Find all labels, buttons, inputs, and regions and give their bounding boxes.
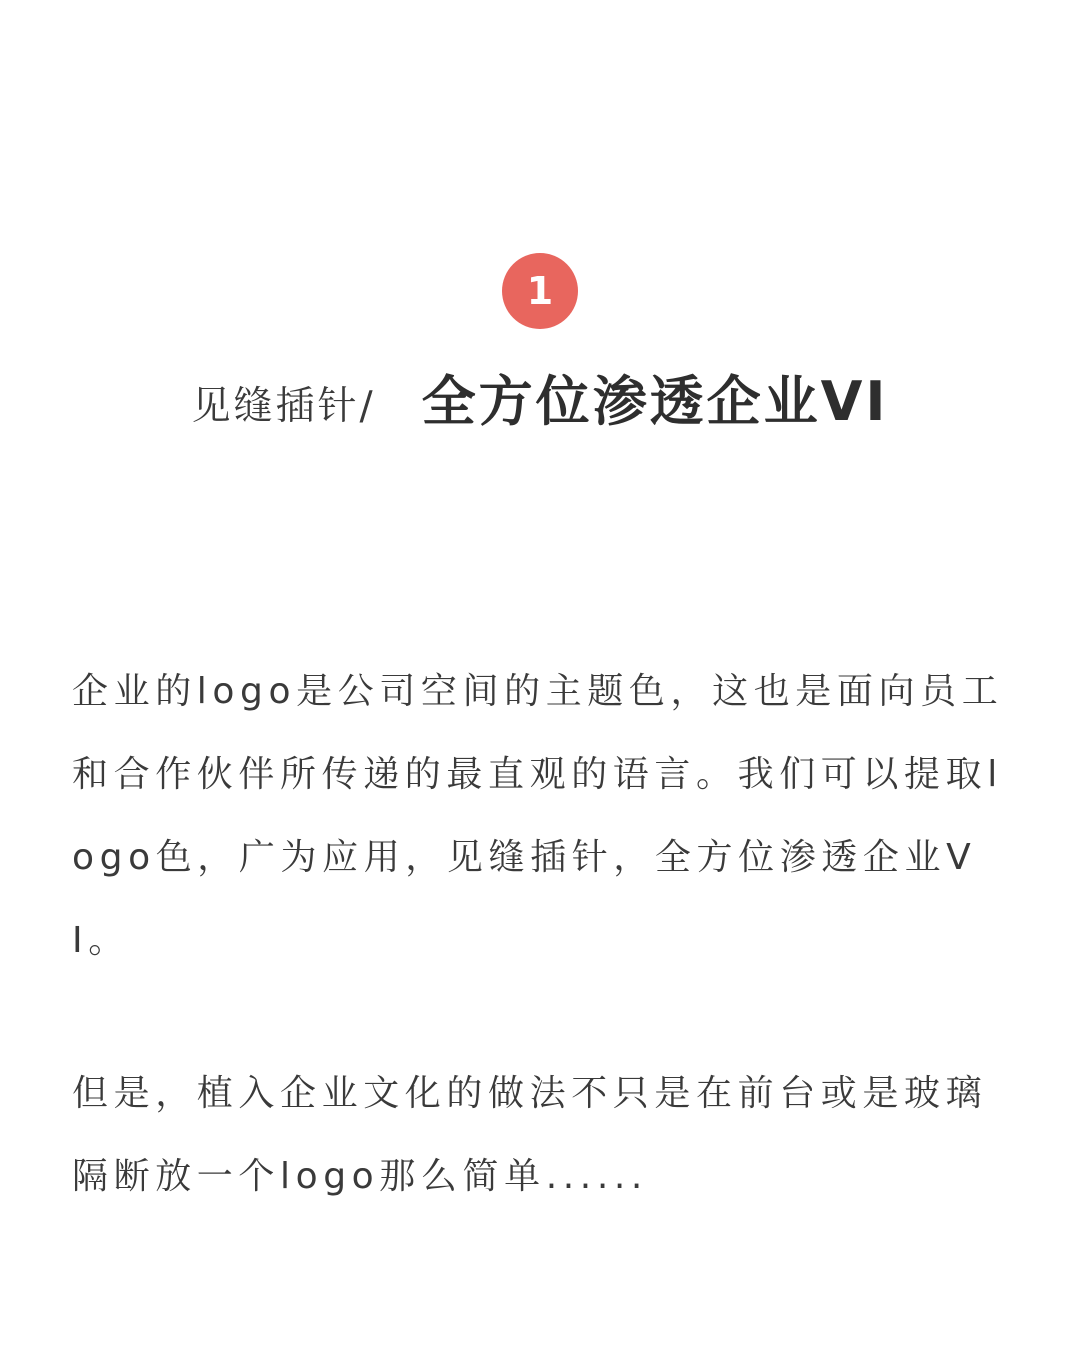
section-number-badge: 1 [502,253,578,329]
heading-prefix: 见缝插针/ [191,384,376,429]
body-paragraph: 但是，植入企业文化的做法不只是在前台或是玻璃隔断放一个logo那么简单...... [72,1073,988,1197]
heading-title: 全方位渗透企业VI [421,369,889,433]
section-heading [0,362,1080,432]
body-paragraph: 企业的logo是公司空间的主题色，这也是面向员工和合作伙伴所传递的最直观的语言。我们可以提取logo色，广为应用，见缝插针，全方位渗透企业VI。 [72,671,1004,961]
